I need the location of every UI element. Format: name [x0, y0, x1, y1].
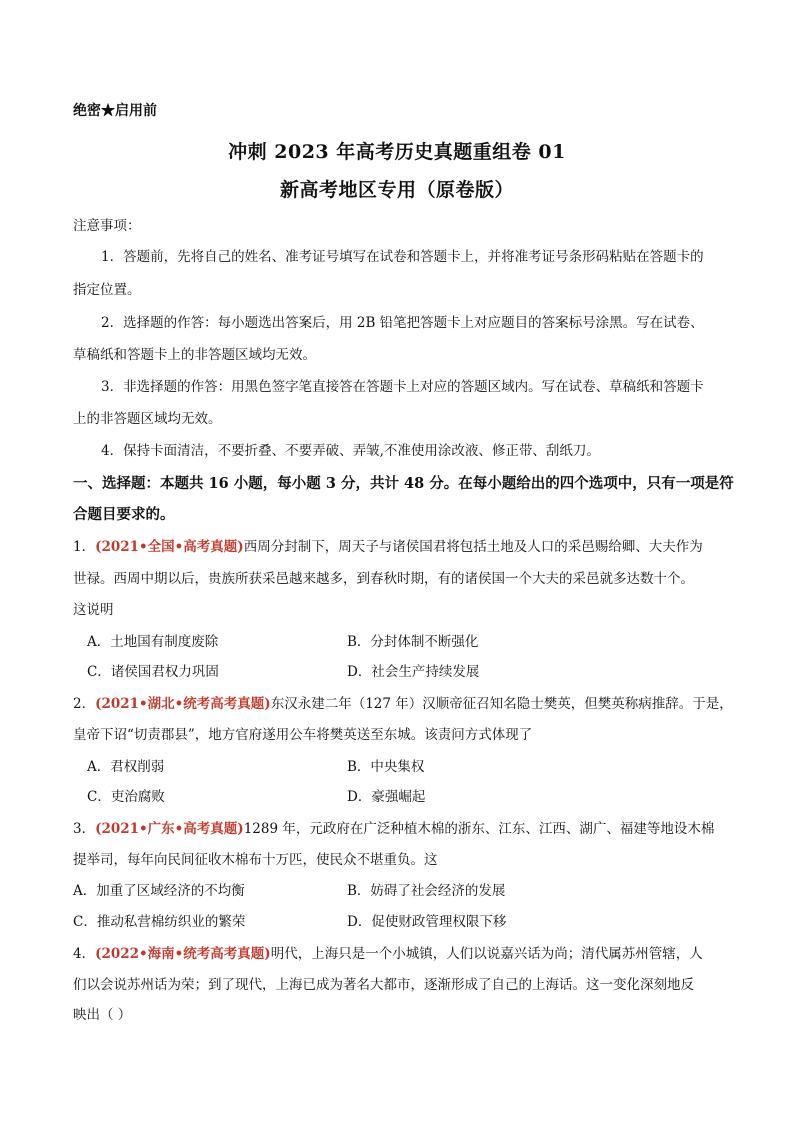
question-1-option-a: A．土地国有制度废除 — [87, 634, 219, 650]
question-number: 4． — [73, 946, 96, 962]
notice-heading: 注意事项： — [73, 218, 141, 234]
question-3-line-2: 提举司，每年向民间征收木棉布十万匹，使民众不堪重负。这 — [73, 852, 438, 868]
question-1-line-3: 这说明 — [73, 602, 114, 618]
question-number: 1． — [73, 539, 96, 555]
exam-title: 冲刺 2023 年高考历史真题重组卷 01 — [228, 141, 566, 163]
question-2-stem — [73, 694, 733, 714]
notice-item-2-line-2: 草稿纸和答题卡上的非答题区域均无效。 — [73, 347, 316, 363]
question-1-line-2: 世禄。西周中期以后，贵族所获采邑越来越多，到春秋时期，有的诸侯国一个大夫的采邑就多达数十个。 — [73, 571, 694, 587]
question-3-option-b: B．妨碍了社会经济的发展 — [347, 883, 506, 899]
question-4-line-3: 映出（ ） — [73, 1007, 132, 1023]
question-1-stem — [73, 537, 703, 557]
source-tag: (2021•全国•高考真题) — [95, 539, 244, 555]
question-2-option-a: A．君权削弱 — [87, 759, 165, 775]
confidential-label: 绝密★启用前 — [73, 103, 157, 119]
question-number: 3． — [73, 821, 96, 837]
notice-item-1-line-2: 指定位置。 — [73, 282, 141, 298]
question-2-option-d: D．豪强崛起 — [347, 789, 426, 805]
question-4-stem — [73, 944, 703, 964]
question-text: 西周分封制下，周天子与诸侯国君将包括土地及人口的采邑赐给卿、大夫作为 — [243, 539, 703, 555]
question-2-option-c: C．吏治腐败 — [87, 789, 165, 805]
question-1-option-d: D．社会生产持续发展 — [347, 664, 480, 680]
question-2-option-b: B．中央集权 — [347, 759, 425, 775]
notice-item-2-line-1: 2．选择题的作答：每小题选出答案后，用 2B 铅笔把答题卡上对应题目的答案标号涂黑。写在试卷、 — [101, 315, 704, 331]
source-tag: (2021•湖北•统考高考真题) — [95, 696, 271, 712]
source-tag: (2021•广东•高考真题) — [95, 821, 244, 837]
question-text: 1289 年，元政府在广泛种植木棉的浙东、江东、江西、湖广、福建等地设木棉 — [243, 821, 715, 837]
notice-item-3-line-1: 3．非选择题的作答：用黑色签字笔直接答在答题卡上对应的答题区域内。写在试卷、草稿纸和答题卡 — [101, 379, 704, 395]
question-text: 明代，上海只是一个小城镇，人们以说嘉兴话为尚；清代属苏州管辖，人 — [270, 946, 703, 962]
section-heading-line-1: 一、选择题：本题共 16 小题，每小题 3 分，共计 48 分。在每小题给出的四个选项中，只有一项是符 — [73, 475, 734, 492]
question-1-option-b: B．分封体制不断强化 — [347, 634, 479, 650]
question-1-option-c: C．诸侯国君权力巩固 — [87, 664, 219, 680]
notice-item-1-line-1: 1．答题前，先将自己的姓名、准考证号填写在试卷和答题卡上，并将准考证号条形码粘贴在答题卡的 — [101, 249, 704, 265]
notice-item-3-line-2: 上的非答题区域均无效。 — [73, 411, 222, 427]
question-number: 2． — [73, 696, 96, 712]
question-3-option-d: D．促使财政管理权限下移 — [347, 914, 507, 930]
section-heading-line-2: 合题目要求的。 — [73, 506, 175, 523]
question-2-line-2: 皇帝下诏“切责郡县”，地方官府遂用公车将樊英送至东城。该责问方式体现了 — [73, 727, 533, 743]
question-3-option-a: A．加重了区域经济的不均衡 — [73, 883, 245, 899]
question-3-stem — [73, 819, 714, 839]
exam-subtitle: 新高考地区专用（原卷版） — [279, 179, 514, 201]
question-4-line-2: 们以会说苏州话为荣；到了现代，上海已成为著名大都市，逐渐形成了自己的上海话。这一变化深刻地反 — [73, 977, 694, 993]
source-tag: (2022•海南•统考高考真题) — [95, 946, 271, 962]
question-3-option-c: C．推动私营棉纺织业的繁荣 — [73, 914, 246, 930]
question-text: 东汉永建二年（127 年）汉顺帝征召知名隐士樊英，但樊英称病推辞。于是， — [270, 696, 733, 712]
notice-item-4: 4．保持卡面清洁，不要折叠、不要弄破、弄皱,不准使用涂改液、修正带、刮纸刀。 — [101, 443, 600, 459]
